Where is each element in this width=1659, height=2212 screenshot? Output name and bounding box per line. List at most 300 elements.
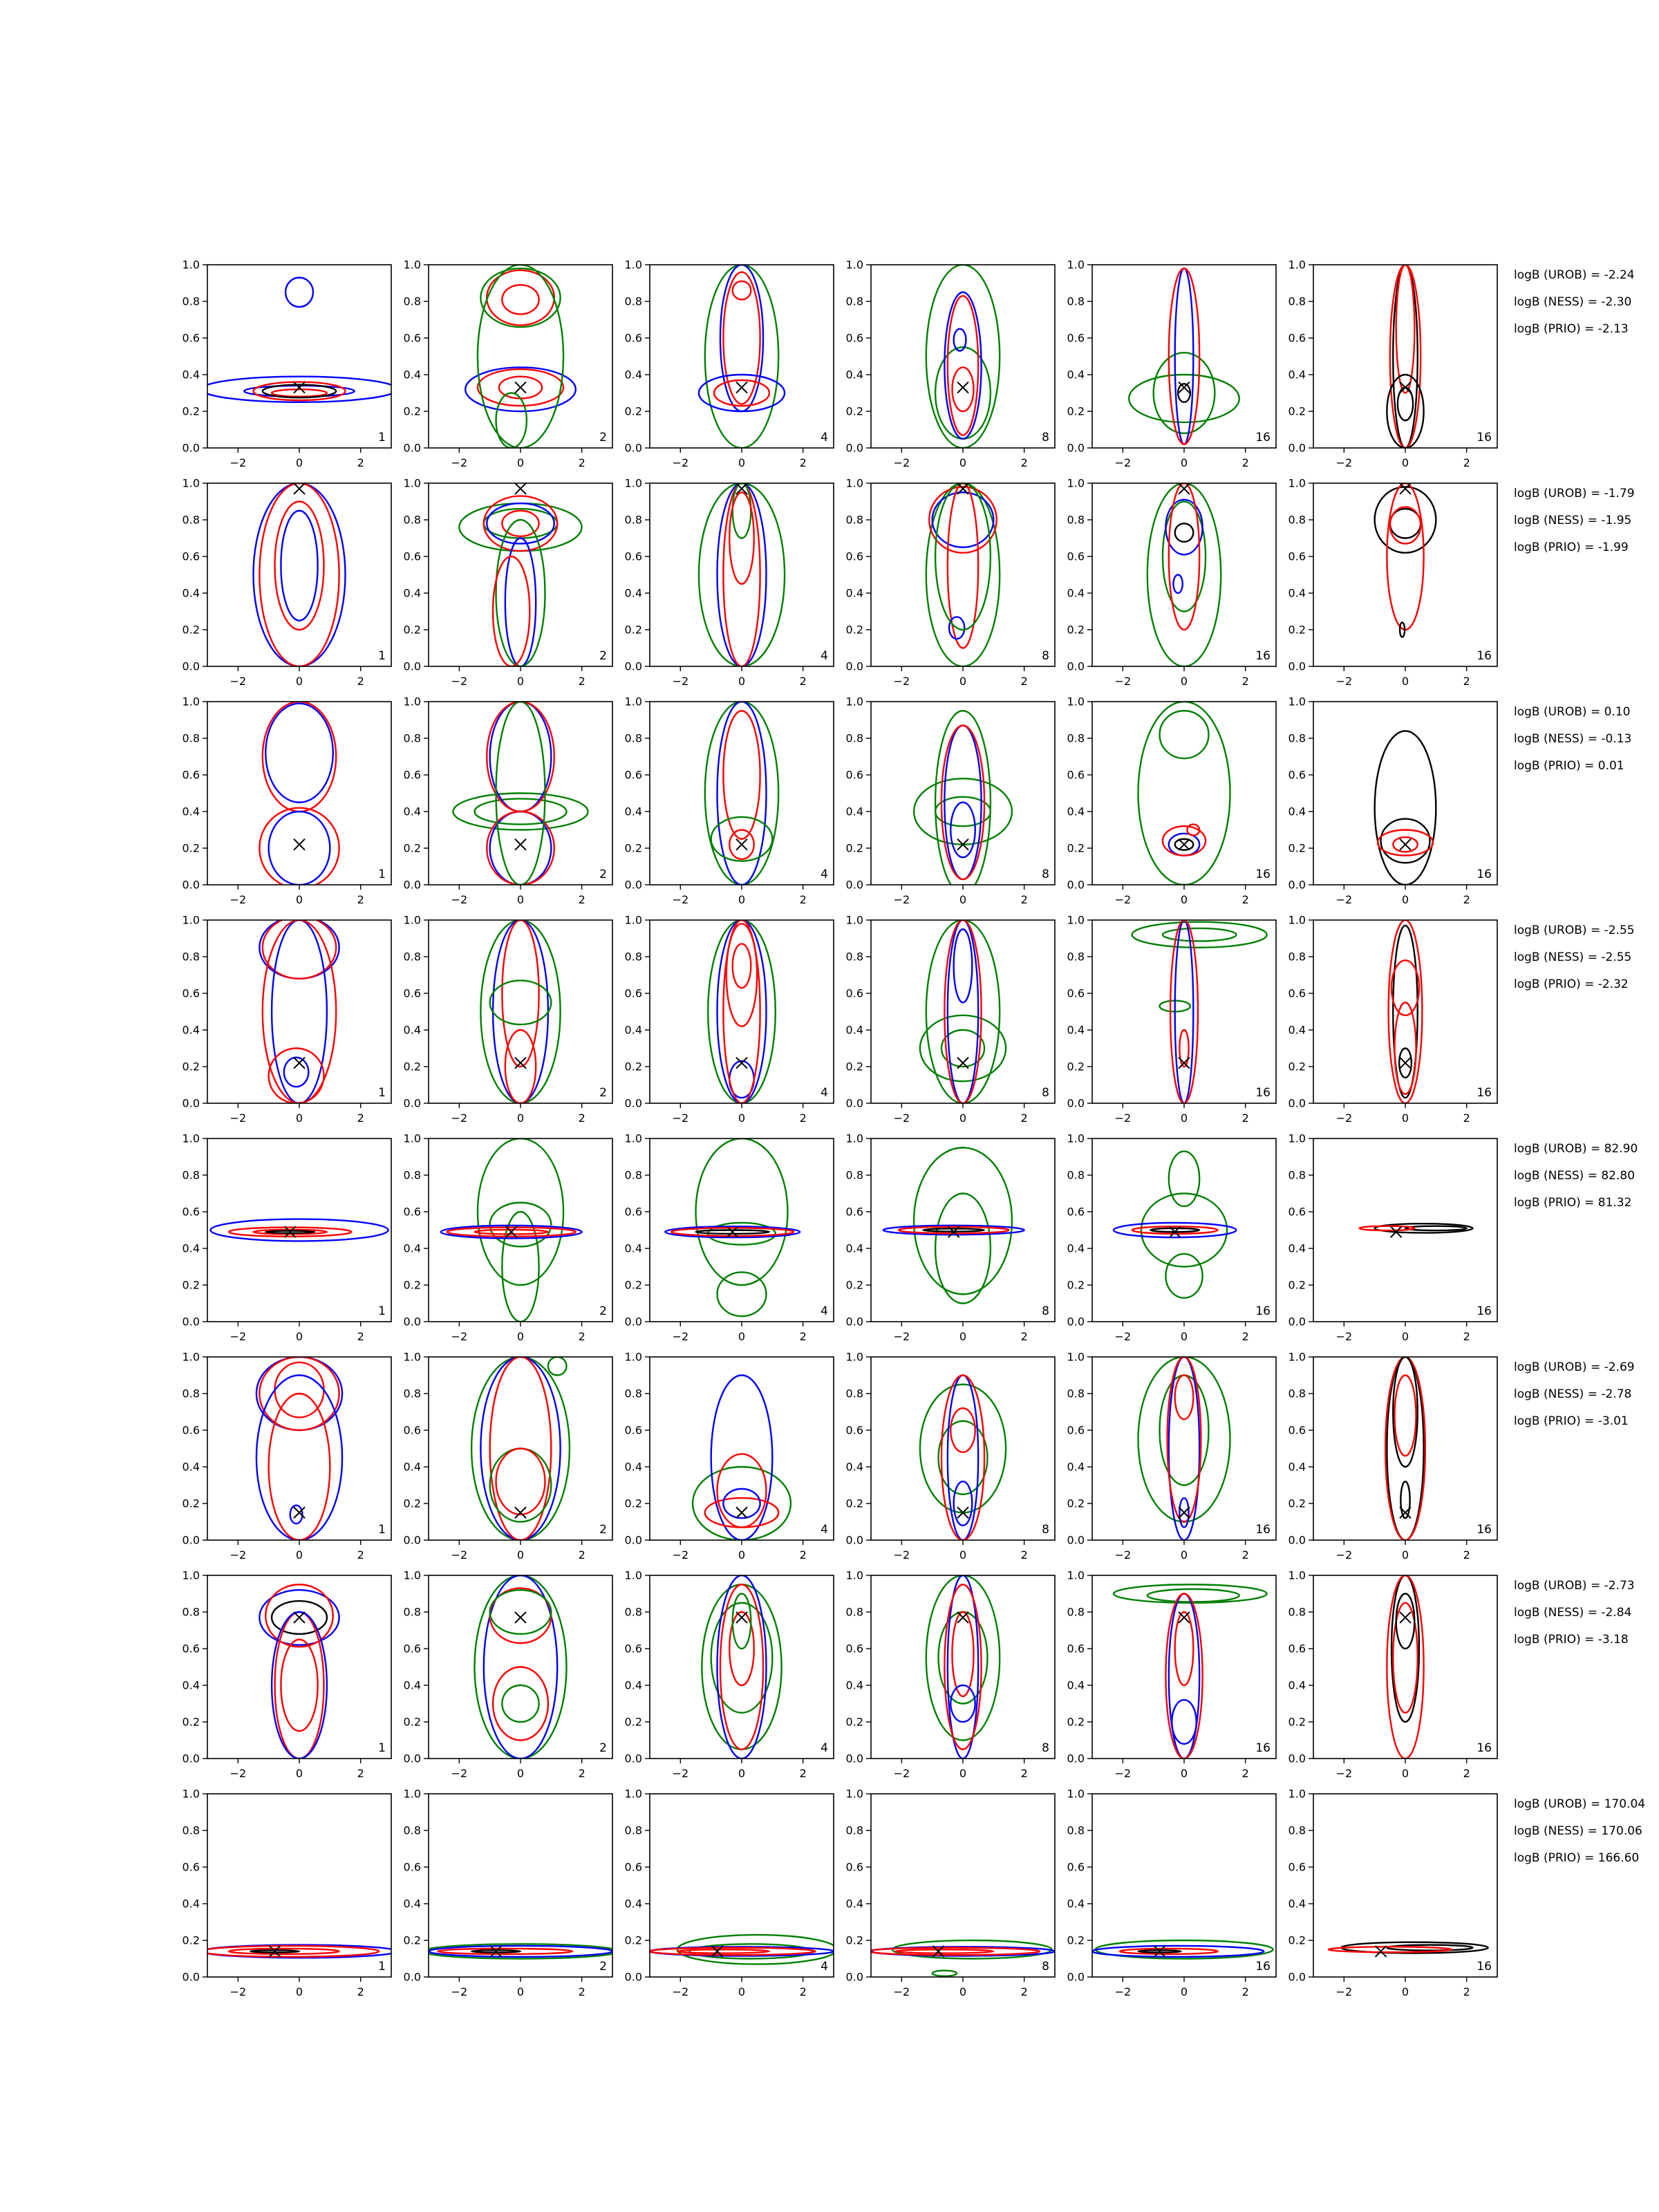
y-tick-label: 0.0 <box>403 878 421 892</box>
y-tick-label: 0.0 <box>182 441 200 455</box>
x-tick-label: 2 <box>799 893 807 906</box>
y-tick-label: 0.6 <box>845 1642 863 1656</box>
y-tick-label: 1.0 <box>845 695 863 709</box>
y-tick-label: 0.6 <box>624 1860 642 1874</box>
x-tick-label: 2 <box>578 456 585 469</box>
y-tick-label: 0.0 <box>1288 1096 1306 1110</box>
contour-group <box>1389 920 1423 1103</box>
bayes-factor-text: logB (NESS) = -0.13 <box>1514 732 1632 746</box>
panel-label: 8 <box>1042 1741 1049 1755</box>
bayes-factor-text: logB (PRIO) = -3.18 <box>1514 1633 1629 1647</box>
y-tick-label: 0.2 <box>1288 1933 1306 1947</box>
y-tick-label: 1.0 <box>1067 1350 1085 1364</box>
subplot-r7-c5 <box>1288 1788 1497 1999</box>
y-tick-label: 1.0 <box>403 1787 421 1801</box>
y-tick-label: 0.6 <box>403 1860 421 1874</box>
x-tick-label: 2 <box>578 1985 585 1998</box>
contour-group <box>259 917 339 1103</box>
y-tick-label: 0.2 <box>1288 1278 1306 1292</box>
y-tick-label: 0.0 <box>182 1315 200 1329</box>
contour-green <box>496 520 545 666</box>
panel-label: 4 <box>821 1960 828 1974</box>
y-tick-label: 0.0 <box>403 1752 421 1765</box>
x-tick-label: −2 <box>893 1767 910 1780</box>
panel-label: 16 <box>1255 649 1271 663</box>
x-tick-label: −2 <box>1335 675 1353 688</box>
x-tick-label: −2 <box>1114 1112 1132 1125</box>
contour-red <box>263 920 336 1103</box>
panel-label: 16 <box>1255 868 1271 881</box>
y-tick-label: 1.0 <box>845 1787 863 1801</box>
contour-green <box>1129 375 1239 422</box>
contour-red <box>502 285 538 314</box>
axes-frame <box>650 920 834 1103</box>
bayes-factor-text: logB (NESS) = -2.55 <box>1514 950 1632 964</box>
contour-green <box>914 778 1012 844</box>
y-tick-label: 0.2 <box>182 1060 200 1074</box>
axes-frame <box>650 702 834 885</box>
y-tick-label: 0.6 <box>1067 331 1085 345</box>
y-tick-label: 0.2 <box>1288 1497 1306 1510</box>
contour-group <box>1114 1584 1267 1759</box>
true-value-marker <box>736 839 747 850</box>
y-tick-label: 0.4 <box>403 1897 421 1911</box>
contour-red <box>269 1394 330 1540</box>
x-tick-label: 2 <box>799 1330 807 1343</box>
y-tick-label: 0.2 <box>182 1933 200 1947</box>
y-tick-label: 0.6 <box>1067 1860 1085 1874</box>
contour-blue <box>490 812 552 885</box>
panel-label: 8 <box>1042 1304 1049 1318</box>
true-value-marker <box>294 1058 305 1069</box>
y-tick-label: 0.6 <box>1288 986 1306 1000</box>
y-tick-label: 0.0 <box>403 1970 421 1984</box>
axes-frame <box>1092 702 1276 885</box>
contour-red <box>1396 265 1415 393</box>
contour-group <box>1147 483 1221 666</box>
subplot-r5-c3 <box>846 1351 1055 1562</box>
panel-label: 4 <box>821 1304 828 1318</box>
contour-group <box>920 1376 1006 1541</box>
true-value-marker <box>491 1946 502 1957</box>
y-tick-label: 0.0 <box>1067 659 1085 673</box>
x-tick-label: −2 <box>893 1548 910 1562</box>
contour-blue <box>932 492 994 547</box>
y-tick-label: 0.4 <box>1288 1897 1306 1911</box>
axes-frame <box>207 265 391 448</box>
y-tick-label: 1.0 <box>182 1350 200 1364</box>
contour-red <box>1169 483 1199 630</box>
y-tick-label: 0.4 <box>182 368 200 382</box>
y-tick-label: 0.2 <box>182 1715 200 1729</box>
bayes-factor-text: logB (PRIO) = 81.32 <box>1514 1196 1632 1210</box>
y-tick-label: 0.2 <box>1288 404 1306 418</box>
contour-group <box>650 1935 836 1964</box>
contour-group <box>1387 265 1423 448</box>
true-value-marker <box>1400 483 1411 494</box>
subplot-r0-c2 <box>625 259 834 470</box>
bayes-factor-text: logB (NESS) = -2.84 <box>1514 1606 1632 1620</box>
contour-group <box>201 278 397 402</box>
y-tick-label: 0.6 <box>1288 1423 1306 1437</box>
y-tick-label: 0.0 <box>1067 1315 1085 1329</box>
axes-frame <box>650 483 834 666</box>
panel-label: 1 <box>378 1523 386 1537</box>
y-tick-label: 0.6 <box>624 1423 642 1437</box>
true-value-marker <box>1400 1058 1411 1069</box>
subplot-r0-c4 <box>1067 259 1276 470</box>
contour-green <box>490 1203 552 1247</box>
y-tick-label: 1.0 <box>182 1568 200 1582</box>
y-tick-label: 0.6 <box>1067 1205 1085 1219</box>
y-tick-label: 0.0 <box>182 878 200 892</box>
y-tick-label: 0.6 <box>182 331 200 345</box>
x-tick-label: 0 <box>738 1985 746 1998</box>
x-tick-label: 0 <box>1180 893 1188 906</box>
contour-black <box>1396 1594 1415 1649</box>
contour-group <box>693 1376 791 1541</box>
contour-group <box>475 1575 567 1759</box>
contour-blue <box>948 920 978 1103</box>
x-tick-label: 2 <box>357 456 364 469</box>
y-tick-label: 0.4 <box>845 586 863 600</box>
x-tick-label: 0 <box>295 1767 303 1780</box>
y-tick-label: 0.4 <box>624 1460 642 1474</box>
subplot-r0-c5 <box>1288 259 1497 470</box>
x-tick-label: 0 <box>295 1548 303 1562</box>
contour-red <box>265 1584 333 1647</box>
y-tick-label: 0.2 <box>845 1933 863 1947</box>
y-tick-label: 0.4 <box>1067 586 1085 600</box>
y-tick-label: 0.2 <box>403 1933 421 1947</box>
y-tick-label: 0.4 <box>845 1023 863 1037</box>
y-tick-label: 0.4 <box>1067 1241 1085 1255</box>
y-tick-label: 0.0 <box>624 1096 642 1110</box>
x-tick-label: 2 <box>1020 893 1028 906</box>
y-tick-label: 0.8 <box>1067 513 1085 527</box>
y-tick-label: 0.6 <box>1067 986 1085 1000</box>
true-value-marker <box>515 1612 526 1623</box>
bayes-factor-text: logB (NESS) = -2.78 <box>1514 1387 1632 1401</box>
y-tick-label: 0.0 <box>845 659 863 673</box>
x-tick-label: 0 <box>1180 1330 1188 1343</box>
y-tick-label: 0.6 <box>624 550 642 563</box>
y-tick-label: 0.4 <box>1067 1897 1085 1911</box>
contour-red <box>259 808 339 889</box>
y-tick-label: 0.4 <box>1067 1460 1085 1474</box>
y-tick-label: 0.0 <box>182 1096 200 1110</box>
y-tick-label: 0.8 <box>403 731 421 745</box>
y-tick-label: 1.0 <box>1288 1787 1306 1801</box>
bayes-factor-text: logB (UROB) = 82.90 <box>1514 1142 1638 1156</box>
y-tick-label: 0.8 <box>845 1387 863 1400</box>
contour-red <box>438 1949 572 1954</box>
panel-label: 2 <box>599 1304 607 1318</box>
panel-label: 8 <box>1042 431 1049 444</box>
contour-black <box>1393 1357 1417 1467</box>
contour-blue <box>723 1489 760 1518</box>
contour-green <box>502 1685 538 1722</box>
contour-green <box>1147 1589 1239 1602</box>
x-tick-label: 0 <box>1180 675 1188 688</box>
x-tick-label: 2 <box>357 1548 364 1562</box>
bayes-factor-text: logB (UROB) = -2.55 <box>1514 924 1635 937</box>
x-tick-label: −2 <box>1114 893 1132 906</box>
bayes-factor-text: logB (NESS) = -1.95 <box>1514 514 1632 527</box>
contour-red <box>201 1946 379 1957</box>
x-tick-label: −2 <box>1114 456 1132 469</box>
y-tick-label: 0.6 <box>1067 1642 1085 1656</box>
y-tick-label: 0.0 <box>182 1752 200 1765</box>
y-tick-label: 0.2 <box>624 841 642 855</box>
y-tick-label: 0.8 <box>1288 513 1306 527</box>
panel-label: 1 <box>378 1086 386 1100</box>
panel-label: 2 <box>599 1741 607 1755</box>
contour-group <box>1360 1224 1473 1232</box>
y-tick-label: 0.6 <box>182 1860 200 1874</box>
x-tick-label: 2 <box>1020 1112 1028 1125</box>
panel-label: 1 <box>378 1304 386 1318</box>
x-tick-label: −2 <box>229 1767 247 1780</box>
contour-green <box>548 1357 567 1376</box>
x-tick-label: −2 <box>1114 1767 1132 1780</box>
axes-frame <box>1313 483 1497 666</box>
y-tick-label: 0.2 <box>845 1497 863 1510</box>
contour-red <box>948 296 978 435</box>
y-tick-label: 0.0 <box>845 1970 863 1984</box>
contour-green <box>1154 353 1215 433</box>
y-tick-label: 0.8 <box>624 294 642 308</box>
contour-blue <box>1175 268 1194 444</box>
x-tick-label: 0 <box>295 1112 303 1125</box>
bayes-factor-text: logB (NESS) = 170.06 <box>1514 1824 1642 1838</box>
y-tick-label: 1.0 <box>182 695 200 709</box>
x-tick-label: 0 <box>1180 1767 1188 1780</box>
x-tick-label: 0 <box>516 893 525 906</box>
contour-red <box>714 380 769 406</box>
contour-green <box>920 1015 1006 1081</box>
x-tick-label: −2 <box>1114 675 1132 688</box>
x-tick-label: 0 <box>1401 1330 1409 1343</box>
panel-label: 16 <box>1255 1741 1271 1755</box>
contour-blue <box>272 920 327 1103</box>
y-tick-label: 1.0 <box>624 476 642 490</box>
y-tick-label: 0.4 <box>403 1023 421 1037</box>
y-tick-label: 0.0 <box>845 1533 863 1547</box>
y-tick-label: 0.4 <box>182 586 200 600</box>
axes-frame <box>871 483 1055 666</box>
y-tick-label: 0.8 <box>1288 731 1306 745</box>
contour-green <box>733 483 751 538</box>
contour-red <box>281 1640 317 1732</box>
panel-label: 16 <box>1255 1086 1271 1100</box>
subplot-r2-c4 <box>1067 695 1276 907</box>
y-tick-label: 0.0 <box>182 1970 200 1984</box>
y-tick-label: 0.6 <box>845 768 863 782</box>
y-tick-label: 0.2 <box>403 1715 421 1729</box>
y-tick-label: 0.4 <box>624 368 642 382</box>
x-tick-label: 2 <box>1020 675 1028 688</box>
x-tick-label: 0 <box>738 675 746 688</box>
y-tick-label: 0.2 <box>182 623 200 637</box>
y-tick-label: 0.8 <box>403 950 421 964</box>
y-tick-label: 1.0 <box>1067 258 1085 272</box>
contour-group <box>480 920 560 1103</box>
x-tick-label: −2 <box>672 1548 689 1562</box>
x-tick-label: −2 <box>229 1985 247 1998</box>
y-tick-label: 0.4 <box>182 1460 200 1474</box>
y-tick-label: 1.0 <box>182 913 200 927</box>
x-tick-label: 2 <box>1020 1548 1028 1562</box>
contour-group <box>441 1138 582 1322</box>
y-tick-label: 0.4 <box>182 1678 200 1692</box>
contour-group <box>920 920 1006 1103</box>
y-tick-label: 0.8 <box>1067 731 1085 745</box>
x-tick-label: 0 <box>516 1112 525 1125</box>
true-value-marker <box>736 1612 747 1623</box>
bayes-factor-text: logB (NESS) = -2.30 <box>1514 295 1632 309</box>
x-tick-label: −2 <box>229 1548 247 1562</box>
y-tick-label: 0.8 <box>624 1824 642 1837</box>
panel-label: 16 <box>1255 1523 1271 1537</box>
true-value-marker <box>270 1946 281 1957</box>
subplot-r2-c3 <box>846 695 1055 907</box>
x-tick-label: 0 <box>959 1985 967 1998</box>
contour-green <box>926 1575 1000 1741</box>
y-tick-label: 0.8 <box>1067 294 1085 308</box>
x-tick-label: 2 <box>799 456 807 469</box>
y-tick-label: 1.0 <box>182 1132 200 1145</box>
x-tick-label: −2 <box>451 1330 468 1343</box>
contour-red <box>1179 1030 1188 1067</box>
contour-green <box>705 265 778 448</box>
contour-red <box>944 1584 981 1750</box>
contour-group <box>1092 1940 1273 1959</box>
panel-label: 8 <box>1042 868 1049 881</box>
y-tick-label: 0.6 <box>845 1423 863 1437</box>
true-value-marker <box>294 1507 305 1518</box>
y-tick-label: 0.4 <box>624 1897 642 1911</box>
y-tick-label: 0.2 <box>1288 841 1306 855</box>
panel-label: 16 <box>1477 1086 1492 1100</box>
contour-group <box>702 1575 781 1759</box>
contour-green <box>480 268 560 327</box>
true-value-marker <box>1179 1612 1190 1623</box>
bayes-factor-text: logB (PRIO) = -1.99 <box>1514 541 1629 554</box>
panel-label: 2 <box>599 431 607 444</box>
subplot-r6-c1 <box>404 1569 612 1781</box>
contour-green <box>496 393 527 449</box>
contour-green <box>1138 702 1230 885</box>
y-tick-label: 0.4 <box>845 1460 863 1474</box>
y-tick-label: 1.0 <box>845 258 863 272</box>
y-tick-label: 0.2 <box>845 841 863 855</box>
subplot-r1-c0 <box>182 477 391 688</box>
panel-label: 16 <box>1477 431 1492 444</box>
contour-green <box>939 1421 988 1494</box>
y-tick-label: 0.8 <box>1288 1605 1306 1619</box>
y-tick-label: 0.4 <box>403 1460 421 1474</box>
x-tick-label: 2 <box>578 675 585 688</box>
y-tick-label: 0.2 <box>403 841 421 855</box>
contour-green <box>1132 922 1267 948</box>
y-tick-label: 0.2 <box>1067 1933 1085 1947</box>
y-tick-label: 0.0 <box>624 1752 642 1765</box>
y-tick-label: 1.0 <box>845 1568 863 1582</box>
x-tick-label: −2 <box>451 1985 468 1998</box>
contour-red <box>1391 960 1419 1015</box>
y-tick-label: 0.4 <box>1288 805 1306 818</box>
y-tick-label: 1.0 <box>1288 476 1306 490</box>
y-tick-label: 0.8 <box>624 950 642 964</box>
true-value-marker <box>294 1612 305 1623</box>
subplot-r6-c3 <box>846 1569 1055 1781</box>
y-tick-label: 0.4 <box>182 1897 200 1911</box>
bayes-factor-text: logB (UROB) = -2.69 <box>1514 1360 1635 1374</box>
contour-red <box>229 1949 339 1954</box>
x-tick-label: 2 <box>578 1767 585 1780</box>
y-tick-label: 0.0 <box>1288 1970 1306 1984</box>
subplot-r3-c5 <box>1288 914 1497 1125</box>
x-tick-label: 2 <box>1463 1985 1470 1998</box>
y-tick-label: 0.0 <box>1288 659 1306 673</box>
subplot-r2-c1 <box>404 695 612 907</box>
x-tick-label: 2 <box>799 1112 807 1125</box>
subplot-r5-c4 <box>1067 1351 1276 1562</box>
contour-green <box>702 1584 781 1750</box>
y-tick-label: 0.4 <box>1288 586 1306 600</box>
subplot-r5-c1 <box>404 1351 612 1562</box>
contour-group <box>699 483 785 666</box>
contour-group <box>465 265 576 448</box>
subplot-r4-c0 <box>182 1132 391 1344</box>
contour-group <box>1375 731 1436 885</box>
true-value-marker <box>736 382 747 393</box>
contour-group <box>1387 1575 1423 1759</box>
contour-group <box>914 711 1012 894</box>
x-tick-label: 2 <box>1463 1548 1470 1562</box>
y-tick-label: 0.4 <box>182 805 200 818</box>
subplot-r0-c3 <box>846 259 1055 470</box>
y-tick-label: 0.0 <box>403 441 421 455</box>
x-tick-label: 2 <box>357 1330 364 1343</box>
y-tick-label: 0.6 <box>1067 550 1085 563</box>
y-tick-label: 1.0 <box>624 258 642 272</box>
x-tick-label: 0 <box>959 1548 967 1562</box>
x-tick-label: 2 <box>1241 1985 1249 1998</box>
y-tick-label: 0.6 <box>403 550 421 563</box>
y-tick-label: 0.2 <box>1288 1060 1306 1074</box>
x-tick-label: 0 <box>516 456 525 469</box>
y-tick-label: 0.2 <box>1067 841 1085 855</box>
contour-red <box>677 1949 769 1953</box>
contour-green <box>490 1590 552 1634</box>
contour-blue <box>711 1376 773 1541</box>
y-tick-label: 1.0 <box>1288 695 1306 709</box>
contour-red <box>720 1584 763 1750</box>
y-tick-label: 0.8 <box>403 513 421 527</box>
y-tick-label: 1.0 <box>182 258 200 272</box>
y-tick-label: 0.0 <box>182 659 200 673</box>
subplot-r3-c4 <box>1067 914 1276 1125</box>
x-tick-label: 0 <box>295 1985 303 1998</box>
y-tick-label: 0.0 <box>1067 878 1085 892</box>
contour-blue <box>718 920 767 1103</box>
contour-green <box>718 1272 767 1316</box>
true-value-marker <box>515 382 526 393</box>
y-tick-label: 0.8 <box>182 1605 200 1619</box>
x-tick-label: 2 <box>1463 456 1470 469</box>
